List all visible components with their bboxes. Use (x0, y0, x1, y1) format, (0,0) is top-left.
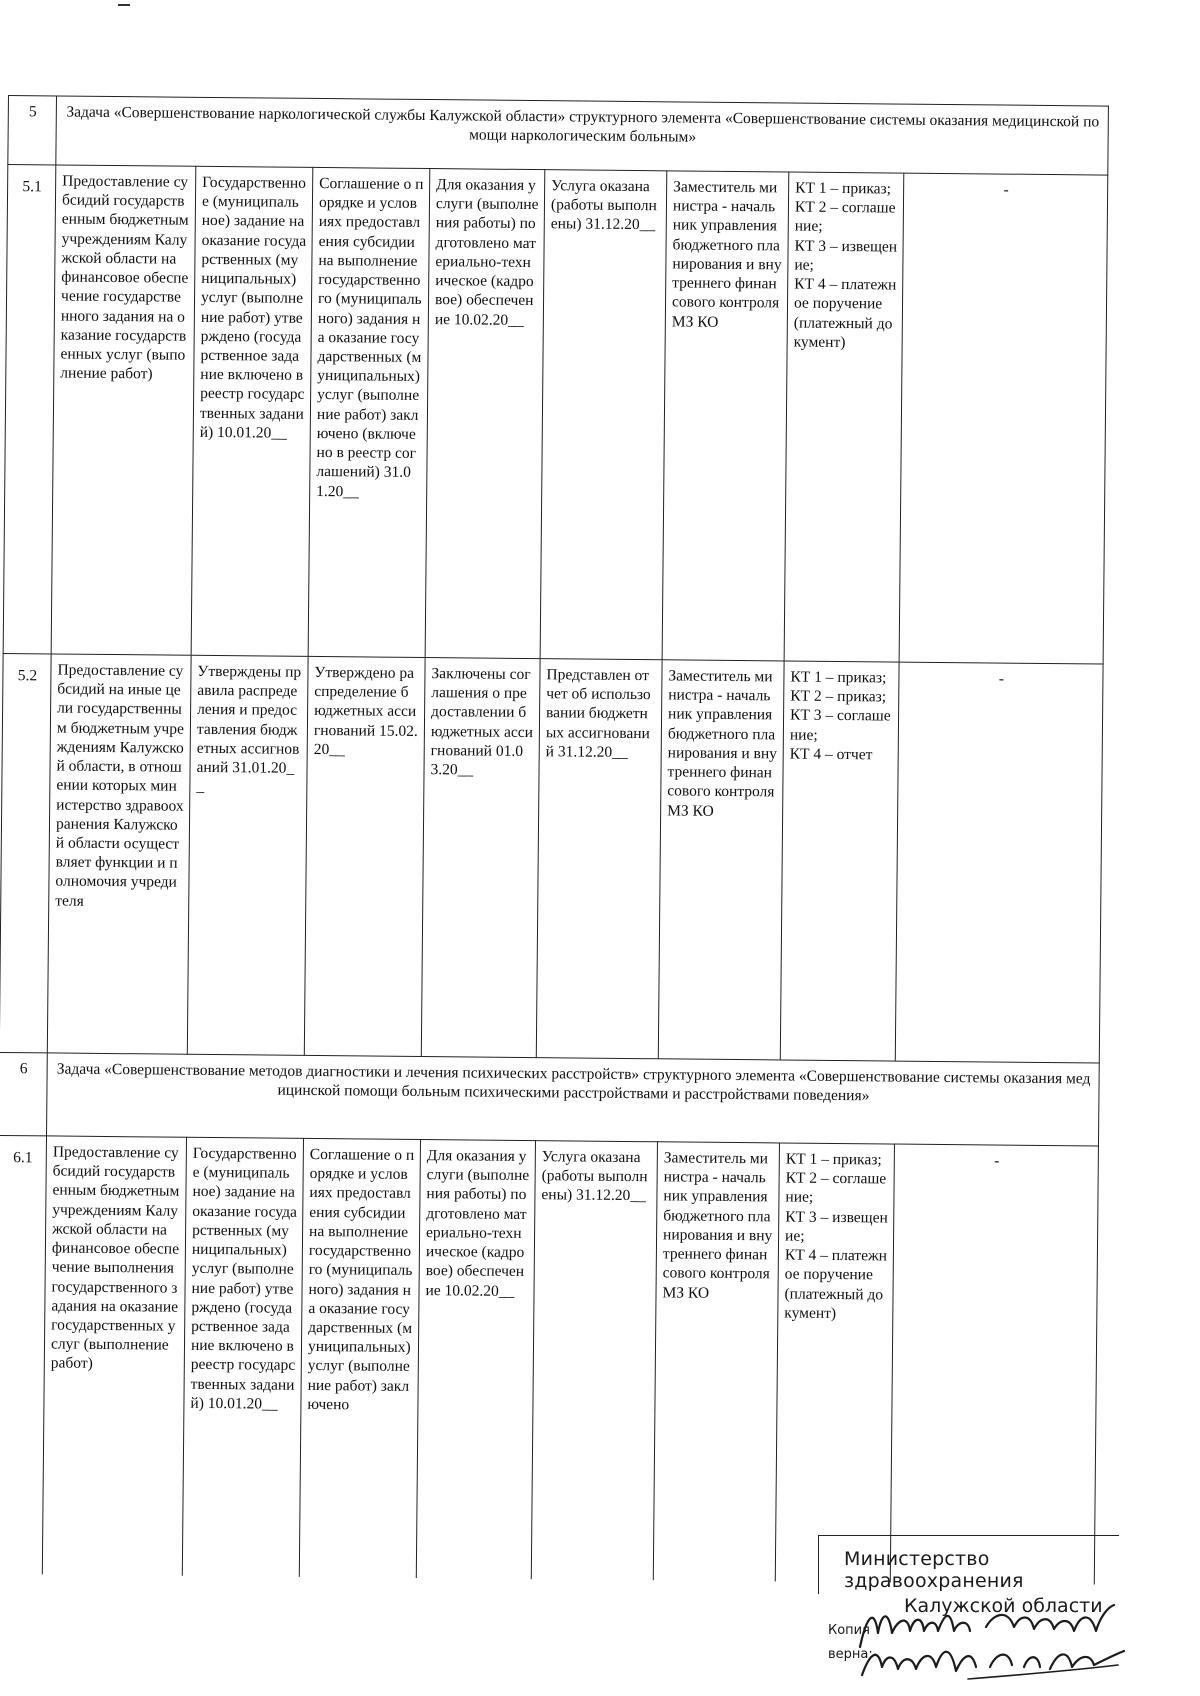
checkpoint-2-cell: Соглашение о порядке и условиях предоставления субсидии на выполнение государственного (муниципального) задания на оказание государственных (муниципальных) услуг (выполнение работ) заключено (включено в реестр соглашений) 31.01.20__ (308, 167, 430, 657)
responsible-cell: Заместитель министра - начальник управления бюджетного планирования и внутреннего финансового контроля МЗ КО (662, 171, 789, 661)
row-number: 6.1 (0, 1135, 47, 1574)
event-description-cell: Предоставление субсидий государственным бюджетным учреждениям Калужской области на финансовое обеспечение выполнения государственного задания на оказание государственных услуг (выполнение работ) (42, 1136, 186, 1576)
row-number: 5.2 (0, 653, 51, 1052)
row-number: 5.1 (3, 165, 56, 654)
document-type-cell: КТ 1 – приказ; КТ 2 – соглашение; КТ 3 – извещение; КТ 4 – платежное поручение (платежный документ) (775, 1143, 894, 1583)
document-type-cell: КТ 1 – приказ; КТ 2 – соглашение; КТ 3 – извещение; КТ 4 – платежное поручение (платежный документ) (784, 172, 904, 662)
checkpoint-1-cell: Государственное (муниципальное) задание на оказание государственных (муниципальных) услуг (выполнение работ) утверждено (государственное задание включено в реестр государственных заданий) 10.01.20__ (191, 166, 313, 656)
note-cell: - (895, 662, 1103, 1063)
certification-stamp (818, 1535, 1128, 1685)
event-description-cell: Предоставление субсидий на иные цели государственным бюджетным учреждениям Калужской области, в отношении которых министерство здравоохранения Калужской области осуществляет функции и полномочия учредителя (47, 654, 191, 1054)
stamp-correct-label: верна: (828, 1647, 873, 1662)
checkpoint-1-cell: Утверждены правила распределения и предоставления бюджетных ассигнований 31.01.20__ (187, 655, 308, 1055)
event-description-cell: Предоставление субсидий государственным бюджетным учреждениям Калужской области на финансовое обеспечение государственного задания на оказание государственных услуг (выполнение работ) (51, 165, 196, 655)
checkpoint-3-cell: Для оказания услуги (выполнения работы) подготовлено материально-техническое (кадровое) обеспечение 10.02.20__ (416, 1140, 535, 1580)
checkpoint-4-cell: Представлен отчет об использовании бюджетных ассигнований 31.12.20__ (536, 659, 662, 1059)
checkpoint-3-cell: Для оказания услуги (выполнения работы) подготовлено материально-техническое (кадровое) обеспечение 10.02.20__ (425, 169, 545, 659)
note-cell: - (890, 1144, 1098, 1584)
document-type-cell: КТ 1 – приказ; КТ 2 – приказ; КТ 3 – соглашение; КТ 4 – отчет (780, 661, 899, 1061)
responsible-cell: Заместитель министра - начальник управления бюджетного планирования и внутреннего финансового контроля МЗ КО (658, 660, 784, 1060)
section-task-title: Задача «Совершенствование наркологической службы Калужской области» структурного элемента «Совершенствование системы оказания медицинской помощи наркологическим больным» (56, 96, 1109, 175)
stamp-ministry-name: Министерство здравоохранения (844, 1548, 1024, 1592)
section-header-row (0, 1052, 1099, 1146)
checkpoint-3-cell: Заключены соглашения о предоставлении бюджетных ассигнований 01.03.20__ (421, 658, 540, 1058)
handwritten-signature (818, 1535, 1128, 1685)
stamp-region-name: Калужской области (904, 1595, 1103, 1617)
table-row (3, 165, 1108, 665)
stamp-copy-label: Копия (828, 1623, 870, 1638)
checkpoint-4-cell: Услуга оказана (работы выполнены) 31.12.20__ (540, 170, 667, 660)
section-header-row (8, 96, 1109, 176)
section-task-title: Задача «Совершенствование методов диагностики и лечения психических расстройств» структурного элемента «Совершенствование системы оказания медицинской помощи больным психическими расстройствами и расстройствами поведения» (47, 1053, 1100, 1146)
plan-table (0, 95, 1109, 1585)
note-cell: - (899, 173, 1108, 664)
checkpoint-1-cell: Государственное (муниципальное) задание на оказание государственных (муниципальных) услуг (выполнение работ) утверждено (государственное задание включено в реестр государственных заданий) 10.01.20__ (182, 1137, 303, 1577)
scan-mark (118, 4, 130, 6)
table-row (0, 1135, 1098, 1584)
responsible-cell: Заместитель министра - начальник управления бюджетного планирования и внутреннего финансового контроля МЗ КО (653, 1142, 779, 1582)
checkpoint-4-cell: Услуга оказана (работы выполнены) 31.12.20__ (531, 1141, 657, 1581)
section-number: 6 (0, 1052, 47, 1135)
plan-table-sheet (0, 95, 1108, 1584)
checkpoint-2-cell: Соглашение о порядке и условиях предоставления субсидии на выполнение государственного (муниципального) задания на оказание государственных (муниципальных) услуг (выполнение работ) заключено (299, 1138, 420, 1578)
section-number: 5 (8, 96, 57, 165)
checkpoint-2-cell: Утверждено распределение бюджетных ассигнований 15.02.20__ (304, 656, 425, 1056)
table-row (0, 653, 1103, 1063)
